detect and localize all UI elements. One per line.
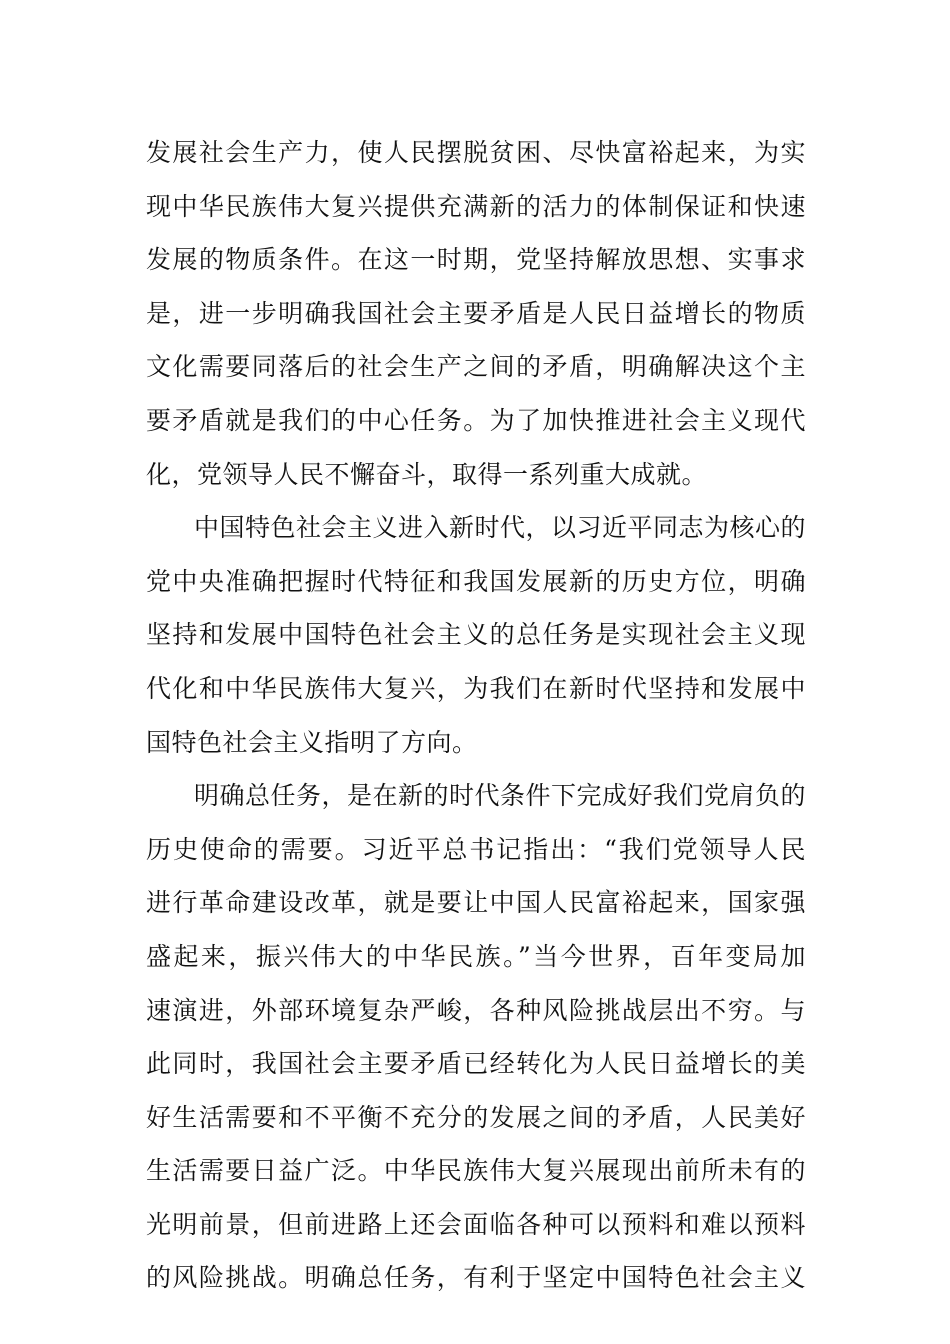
- text-line: 光明前景，但前进路上还会面临各种可以预料和难以预料: [146, 1209, 806, 1239]
- text-line: 中国特色社会主义进入新时代，以习近平同志为核心的: [194, 513, 806, 543]
- text-line: 发展社会生产力，使人民摆脱贫困、尽快富裕起来，为实: [146, 138, 806, 167]
- paragraph-1: [146, 126, 806, 501]
- text-line: 文化需要同落后的社会生产之间的矛盾，明确解决这个主: [146, 352, 806, 382]
- text-line: 历史使命的需要。习近平总书记指出：“我们党领导人民: [146, 834, 806, 864]
- text-line: 好生活需要和不平衡不充分的发展之间的矛盾，人民美好: [146, 1102, 806, 1132]
- text-line: 的风险挑战。明确总任务，有利于坚定中国特色社会主义: [146, 1263, 806, 1293]
- paragraph-2: [146, 501, 806, 769]
- text-line: 是，进一步明确我国社会主要矛盾是人民日益增长的物质: [146, 298, 806, 328]
- text-line: 盛起来，振兴伟大的中华民族。”当今世界，百年变局加: [146, 941, 806, 971]
- document-body: [146, 126, 806, 1305]
- text-line: 生活需要日益广泛。中华民族伟大复兴展现出前所未有的: [146, 1156, 806, 1186]
- text-line: 现中华民族伟大复兴提供充满新的活力的体制保证和快速: [146, 191, 806, 221]
- text-line: 党中央准确把握时代特征和我国发展新的历史方位，明确: [146, 566, 806, 596]
- text-line: 发展的物质条件。在这一时期，党坚持解放思想、实事求: [146, 245, 806, 275]
- text-line: 化，党领导人民不懈奋斗，取得一系列重大成就。: [146, 459, 708, 489]
- text-line: 要矛盾就是我们的中心任务。为了加快推进社会主义现代: [146, 405, 806, 435]
- text-line: 此同时，我国社会主要矛盾已经转化为人民日益增长的美: [146, 1049, 806, 1079]
- text-line: 进行革命建设改革，就是要让中国人民富裕起来，国家强: [146, 888, 806, 918]
- text-line: 国特色社会主义指明了方向。: [146, 727, 478, 757]
- text-line: 明确总任务，是在新的时代条件下完成好我们党肩负的: [194, 781, 806, 811]
- text-line: 坚持和发展中国特色社会主义的总任务是实现社会主义现: [146, 620, 806, 650]
- text-line: 代化和中华民族伟大复兴，为我们在新时代坚持和发展中: [146, 673, 806, 703]
- paragraph-3: [146, 769, 806, 1305]
- text-line: 速演进，外部环境复杂严峻，各种风险挑战层出不穷。与: [146, 995, 806, 1025]
